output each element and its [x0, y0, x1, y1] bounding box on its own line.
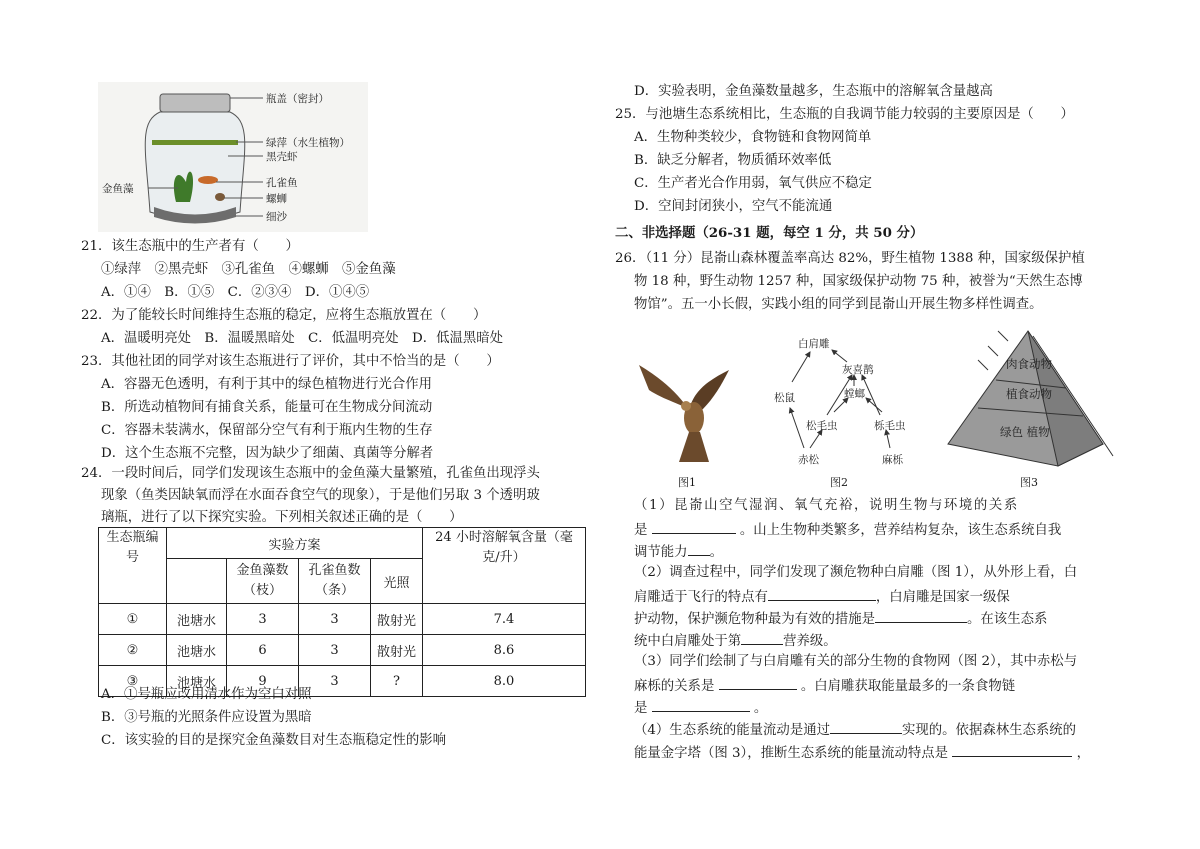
- cell: ①: [99, 604, 167, 635]
- p3-line-3: [634, 697, 767, 719]
- q22-stem: 22．为了能较长时间维持生态瓶的稳定，应将生态瓶放置在（ ）: [81, 308, 487, 323]
- cell: 3: [299, 635, 371, 666]
- web-node-oak: 麻栎: [882, 454, 903, 466]
- q24-option-b: B．③号瓶的光照条件应设置为黑暗: [101, 710, 312, 725]
- q21-options: A．①④ B．①⑤ C．②③④ D．①④⑤: [101, 285, 370, 300]
- q24-line-3: 璃瓶，进行了以下探究实验。下列相关叙述正确的是（ ）: [101, 510, 463, 525]
- answer-blank[interactable]: [830, 719, 902, 734]
- answer-blank[interactable]: [652, 519, 736, 534]
- experiment-table: [98, 527, 586, 697]
- q24-line-2: 现象（鱼类因缺氧而浮在水面吞食空气的现象），于是他们另取 3 个透明玻: [101, 488, 540, 503]
- header-light: 光照: [371, 559, 423, 604]
- header-bottle-line-2: 号: [125, 550, 139, 565]
- q23-stem: 23．其他社团的同学对该生态瓶进行了评价，其中不恰当的是（ ）: [81, 354, 500, 369]
- cell: 8.0: [423, 666, 586, 697]
- q23-option-a: A．容器无色透明，有利于其中的绿色植物进行光合作用: [101, 377, 433, 392]
- p3-line-2-start: 麻栎的关系是: [634, 679, 715, 694]
- web-node-pine-caterpillar: 松毛虫: [806, 420, 838, 432]
- answer-blank[interactable]: [719, 675, 797, 690]
- cell: 散射光: [371, 604, 423, 635]
- cell: 池塘水: [167, 604, 227, 635]
- figure-3-caption: 图3: [1020, 476, 1038, 489]
- pyramid-base-label: 绿色 植物: [1000, 425, 1050, 439]
- cell: ③: [99, 666, 167, 697]
- p2-line-2-start: 肩雕适于飞行的特点有: [634, 590, 768, 605]
- p1-line-3: [634, 541, 723, 563]
- web-node-red-pine: 赤松: [798, 454, 819, 466]
- section-heading: 二、非选择题（26-31 题，每空 1 分，共 50 分）: [615, 225, 924, 241]
- web-node-eagle: 白肩雕: [798, 338, 830, 350]
- p4-line-2-start: 能量金字塔（图 3），推断生态系统的能量流动特点是: [634, 746, 949, 761]
- web-node-oak-caterpillar: 栎毛虫: [874, 420, 906, 432]
- p3-line-1: （3）同学们绘制了与白肩雕有关的部分生物的食物网（图 2），其中赤松与: [634, 654, 1078, 669]
- answer-blank[interactable]: [741, 630, 783, 645]
- header-oxygen: [423, 528, 586, 604]
- jar-label-snail: 螺蛳: [266, 193, 287, 205]
- p3-line-2: [634, 675, 1015, 697]
- header-plan: 实验方案: [167, 528, 423, 559]
- p3-line-3-start: 是: [634, 701, 648, 716]
- cell: 池塘水: [167, 635, 227, 666]
- ecosystem-jar-figure: [98, 82, 378, 232]
- answer-blank[interactable]: [952, 742, 1072, 757]
- header-bottle: [99, 528, 167, 604]
- p4-line-1: [634, 719, 1076, 741]
- pyramid-middle-label: 植食动物: [1006, 387, 1052, 401]
- figure-1-eagle: [634, 350, 744, 470]
- cell: 3: [299, 666, 371, 697]
- p2-line-4-start: 统中白肩雕处于第: [634, 634, 742, 649]
- web-node-squirrel: 松鼠: [774, 392, 795, 404]
- p4-line-1-end: 实现的。依据森林生态系统的: [902, 723, 1077, 738]
- answer-blank[interactable]: [688, 541, 710, 556]
- cell: 7.4: [423, 604, 586, 635]
- header-oxygen-line-2: 克/升）: [482, 550, 526, 565]
- p2-line-4-end: 营养级。: [783, 634, 837, 649]
- jar-label-shrimp: 黑壳虾: [266, 151, 298, 163]
- q23-option-c: C．容器未装满水，保留部分空气有利于瓶内生物的生存: [101, 423, 433, 438]
- q22-options: A．温暖明亮处 B．温暖黑暗处 C．低温明亮处 D．低温黑暗处: [101, 331, 504, 346]
- q25-option-a: A．生物种类较少，食物链和食物网简单: [634, 130, 872, 145]
- q25-option-d: D．空间封闭狭小，空气不能流通: [634, 199, 833, 214]
- cell: 池塘水: [167, 666, 227, 697]
- web-node-magpie: 灰喜鹊: [842, 364, 874, 376]
- q21-stem: 21．该生态瓶中的生产者有（ ）: [81, 239, 299, 254]
- table-row: [99, 635, 586, 666]
- figure-3-energy-pyramid: [938, 326, 1118, 471]
- p2-line-4: [634, 630, 837, 652]
- q25-option-c: C．生产者光合作用弱，氧气供应不稳定: [634, 176, 872, 191]
- cell: 8.6: [423, 635, 586, 666]
- p2-line-3-start: 护动物，保护濒危物种最为有效的措施是: [634, 612, 876, 627]
- jar-label-hornwort: 金鱼藻: [102, 183, 134, 195]
- header-oxygen-line-1: 24 小时溶解氧含量（毫: [435, 530, 573, 545]
- p1-line-2: [634, 519, 1061, 541]
- header-plant-line-1: 金鱼藻数: [236, 563, 289, 578]
- eagle-photo: [634, 350, 744, 470]
- cell: 3: [227, 604, 299, 635]
- cell: ?: [371, 666, 423, 697]
- header-plant: [227, 559, 299, 604]
- p1-line-3-end: 。: [709, 545, 723, 560]
- p1-line-3-start: 调节能力: [634, 545, 688, 560]
- answer-blank[interactable]: [768, 586, 876, 601]
- answer-blank[interactable]: [652, 697, 750, 712]
- jar-label-guppy: 孔雀鱼: [266, 177, 298, 189]
- header-fish-line-1: 孔雀鱼数: [308, 563, 361, 578]
- p4-line-2: [634, 742, 1090, 764]
- cell: 散射光: [371, 635, 423, 666]
- p2-line-3: [634, 608, 1047, 630]
- q23-option-d: D．这个生态瓶不完整，因为缺少了细菌、真菌等分解者: [101, 446, 434, 461]
- p4-line-2-end: ，: [1076, 746, 1090, 761]
- p2-line-1: （2）调查过程中，同学们发现了濒危物种白肩雕（图 1），从外形上看，白: [634, 565, 1078, 580]
- header-plant-line-2: （枝）: [242, 583, 282, 598]
- q25-stem: 25．与池塘生态系统相比，生态瓶的自我调节能力较弱的主要原因是（ ）: [615, 107, 1074, 122]
- p2-line-2: [634, 586, 1010, 608]
- p2-line-3-end: 。在该生态系: [967, 612, 1048, 627]
- q26-line-1: 26．（11 分）昆嵛山森林覆盖率高达 82%，野生植物 1388 种，国家级保护植: [615, 251, 1085, 266]
- q24-option-d: D．实验表明，金鱼藻数量越多，生态瓶中的溶解氧含量越高: [634, 84, 993, 99]
- p3-line-2-end: 。白肩雕获取能量最多的一条食物链: [800, 679, 1016, 694]
- cell: ②: [99, 635, 167, 666]
- jar-label-sand: 细沙: [266, 211, 287, 223]
- p3-line-3-end: 。: [753, 701, 768, 716]
- header-fish-line-2: （条）: [314, 583, 354, 598]
- answer-blank[interactable]: [875, 608, 967, 623]
- header-bottle-line-1: 生态瓶编: [106, 530, 159, 545]
- figure-2-caption: 图2: [830, 476, 848, 489]
- p1-line-1: （1）昆嵛山空气湿润、氧气充裕，说明生物与环境的关系: [634, 498, 1019, 513]
- q24-line-1: 24．一段时间后，同学们发现该生态瓶中的金鱼藻大量繁殖，孔雀鱼出现浮头: [81, 466, 540, 481]
- q23-option-b: B．所选动植物间有捕食关系，能量可在生物成分间流动: [101, 400, 433, 415]
- q26-line-3: 物馆”。五一小长假，实践小组的同学到昆嵛山开展生物多样性调查。: [634, 297, 1043, 312]
- table-row: [99, 604, 586, 635]
- jar-label-duckweed: 绿萍（水生植物）: [266, 137, 350, 149]
- figure-1-caption: 图1: [678, 476, 696, 489]
- q24-option-a: A．①号瓶应改用清水作为空白对照: [101, 687, 312, 702]
- jar-illustration: [98, 82, 378, 232]
- cell: 6: [227, 635, 299, 666]
- q26-line-2: 物 18 种，野生动物 1257 种，国家级保护动物 75 种，被誉为“天然生态博: [634, 274, 1083, 289]
- p4-line-1-start: （4）生态系统的能量流动是通过: [634, 723, 830, 738]
- cell: 3: [299, 604, 371, 635]
- p1-line-2-start: 是: [634, 523, 648, 538]
- p1-line-2-end: 。山上生物种类繁多，营养结构复杂，该生态系统自我: [739, 523, 1062, 538]
- p2-line-2-end: ，白肩雕是国家一级保: [875, 590, 1010, 605]
- header-water-blank: [167, 559, 227, 604]
- header-fish: [299, 559, 371, 604]
- cell: 9: [227, 666, 299, 697]
- web-node-mantis: 螳螂: [844, 388, 865, 400]
- jar-label-cap: 瓶盖（密封）: [266, 93, 329, 105]
- pyramid-top-label: 肉食动物: [1006, 357, 1052, 371]
- figure-2-food-web: [762, 330, 927, 470]
- q24-option-c: C．该实验的目的是探究金鱼藻数目对生态瓶稳定性的影响: [101, 733, 447, 748]
- q21-items: ①绿萍 ②黑壳虾 ③孔雀鱼 ④螺蛳 ⑤金鱼藻: [101, 262, 396, 277]
- q25-option-b: B．缺乏分解者，物质循环效率低: [634, 153, 832, 168]
